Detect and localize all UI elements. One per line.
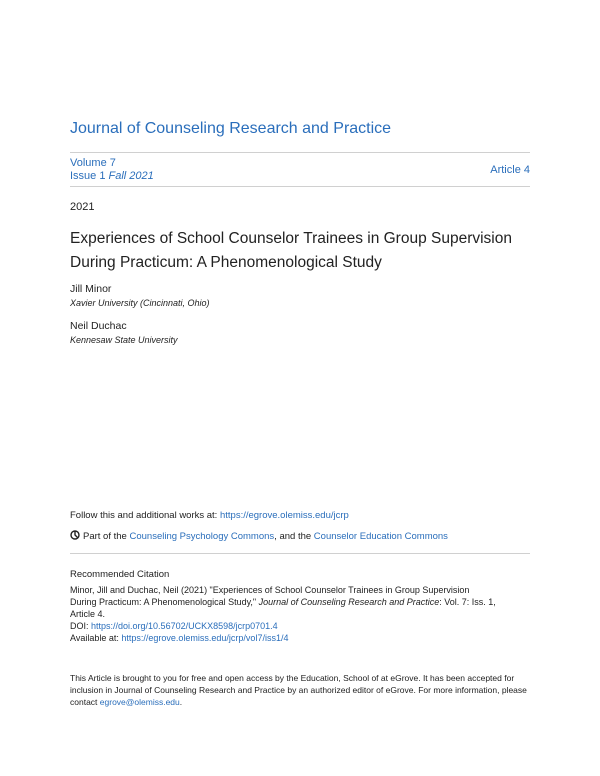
article-number[interactable]: Article 4 <box>490 164 530 176</box>
contact-email-link[interactable]: egrove@olemiss.edu <box>99 697 180 707</box>
part-of-middle: , and the <box>274 531 314 542</box>
author-name: Neil Duchac <box>70 320 127 332</box>
divider-bottom <box>70 186 530 187</box>
citation-available: Available at: https://egrove.olemiss.edu/jcrp/vol7/iss1/4 <box>70 633 289 643</box>
citation-journal: Journal of Counseling Research and Practice <box>258 597 440 607</box>
author-affiliation: Xavier University (Cincinnati, Ohio) <box>70 298 210 308</box>
citation-line-3: Article 4. <box>70 609 106 619</box>
counselor-education-link[interactable]: Counselor Education Commons <box>313 531 448 542</box>
citation-block <box>70 584 535 644</box>
citation-heading: Recommended Citation <box>70 569 170 580</box>
paper-title: Experiences of School Counselor Trainees in Group Supervision During Practicum: A Phenomenological Study <box>70 230 512 271</box>
publication-year: 2021 <box>70 201 95 213</box>
access-notice-text: This Article is brought to you for free and open access by the Education, School of at eGrove. It has been accepted for inclusion in Journal of Counseling Research and Practice by an authorized editor of eGrove. For more information, please contact <box>70 673 527 707</box>
access-notice: This Article is brought to you for free and open access by the Education, School of at eGrove. It has been accepted for inclusion in Journal of Counseling Research and Practice by an authorized editor of eGrove. For more information, please contact egrove@olemiss.edu. <box>70 673 527 707</box>
doi-link[interactable]: https://doi.org/10.56702/UCKX8598/jcrp0701.4 <box>91 621 278 631</box>
follow-link[interactable]: https://egrove.olemiss.edu/jcrp <box>219 510 349 521</box>
volume-label[interactable]: Volume 7 <box>70 157 116 169</box>
divider-citation <box>70 553 530 554</box>
commons-network-icon <box>70 530 80 540</box>
issue-label[interactable]: Issue 1 Fall 2021 <box>70 170 154 182</box>
follow-line <box>70 510 349 521</box>
author-affiliation: Kennesaw State University <box>70 335 178 345</box>
part-of-line <box>70 530 448 542</box>
citation-line-1: Minor, Jill and Duchac, Neil (2021) "Experiences of School Counselor Trainees in Group Supervision <box>70 585 470 595</box>
citation-doi: DOI: https://doi.org/10.56702/UCKX8598/jcrp0701.4 <box>70 621 278 631</box>
season-label: Fall 2021 <box>108 170 154 182</box>
divider-top <box>70 152 530 153</box>
journal-title[interactable]: Journal of Counseling Research and Practice <box>70 120 392 137</box>
volume-issue[interactable] <box>70 157 154 183</box>
follow-text: Follow this and additional works at: <box>70 510 220 521</box>
counseling-psychology-link[interactable]: Counseling Psychology Commons <box>129 531 275 542</box>
part-of-prefix: Part of the <box>83 531 130 542</box>
author-name: Jill Minor <box>70 283 112 295</box>
available-link[interactable]: https://egrove.olemiss.edu/jcrp/vol7/iss1/4 <box>121 633 289 643</box>
citation-line-2: During Practicum: A Phenomenological Study," Journal of Counseling Research and Practice: Vol. 7: Iss. 1, <box>70 597 496 607</box>
